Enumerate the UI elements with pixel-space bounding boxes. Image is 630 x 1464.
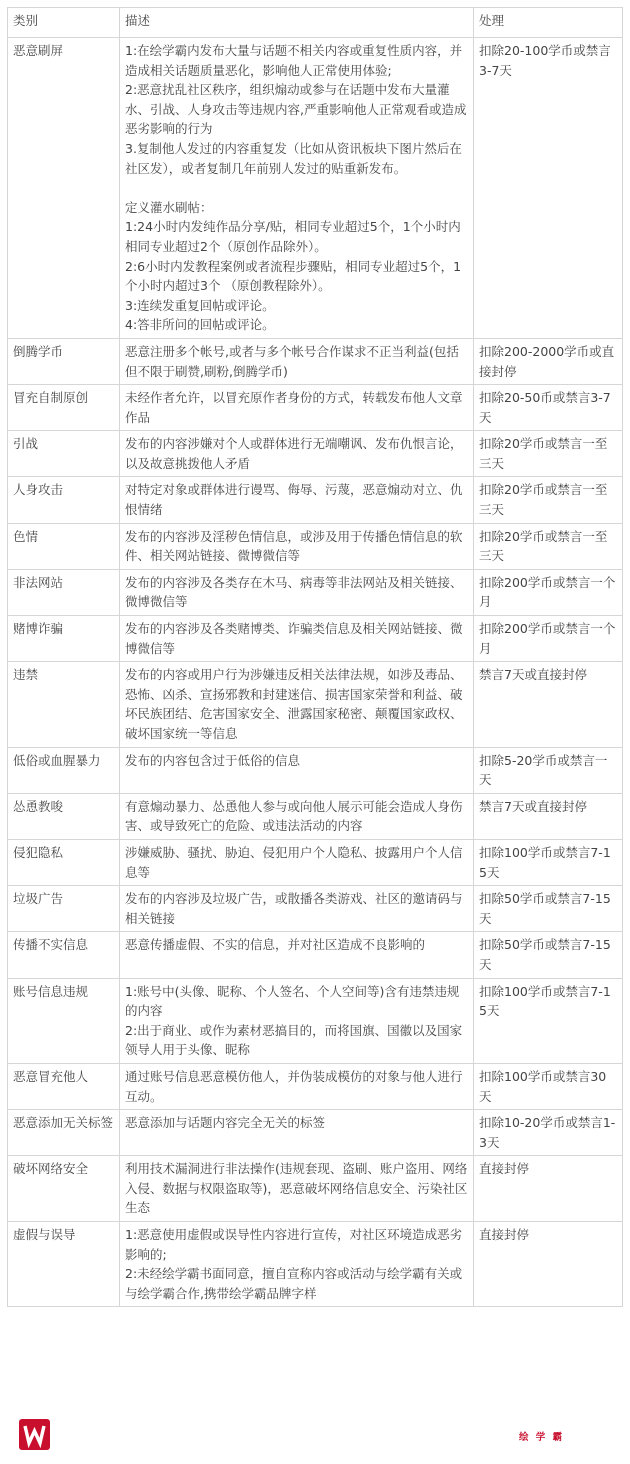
row-description: 发布的内容包含过于低俗的信息: [120, 747, 474, 793]
table-row: [8, 616, 623, 662]
row-category: 虚假与误导: [8, 1222, 120, 1307]
header-description: 描述: [120, 8, 474, 38]
row-description: 恶意传播虚假、不实的信息，并对社区造成不良影响的: [120, 932, 474, 978]
row-action: 直接封停: [474, 1222, 623, 1307]
table-row: [8, 385, 623, 431]
row-action: 扣除10-20学币或禁言1-3天: [474, 1110, 623, 1156]
row-description: 未经作者允许，以冒充原作者身份的方式，转载发布他人文章作品: [120, 385, 474, 431]
row-action: 禁言7天或直接封停: [474, 793, 623, 839]
row-category: 冒充自制原创: [8, 385, 120, 431]
row-category: 倒腾学币: [8, 338, 120, 384]
row-action: 扣除20-50币或禁言3-7天: [474, 385, 623, 431]
row-description: 涉嫌威胁、骚扰、胁迫、侵犯用户个人隐私、披露用户个人信息等: [120, 839, 474, 885]
row-category: 怂恿教唆: [8, 793, 120, 839]
row-description: 发布的内容涉嫌对个人或群体进行无端嘲讽、发布仇恨言论，以及故意挑拨他人矛盾: [120, 431, 474, 477]
table-row: [8, 569, 623, 615]
row-category: 传播不实信息: [8, 932, 120, 978]
row-action: 扣除200学币或禁言一个月: [474, 616, 623, 662]
row-action: 扣除20学币或禁言一至三天: [474, 523, 623, 569]
row-category: 赌博诈骗: [8, 616, 120, 662]
table-row: [8, 523, 623, 569]
row-action: 扣除100学币或禁言7-15天: [474, 978, 623, 1063]
row-category: 引战: [8, 431, 120, 477]
row-action: 扣除20学币或禁言一至三天: [474, 431, 623, 477]
row-description: 发布的内容涉及垃圾广告，或散播各类游戏、社区的邀请码与相关链接: [120, 886, 474, 932]
brand-logo: [19, 1419, 50, 1450]
rules-table: [7, 7, 623, 1307]
row-category: 破坏网络安全: [8, 1156, 120, 1222]
row-action: 扣除200-2000学币或直接封停: [474, 338, 623, 384]
row-category: 人身攻击: [8, 477, 120, 523]
header-category: 类别: [8, 8, 120, 38]
table-row: [8, 839, 623, 885]
table-row: [8, 38, 623, 339]
brand-name: 绘 学 霸: [519, 1432, 565, 1443]
row-description: 对特定对象或群体进行谩骂、侮辱、污蔑，恶意煽动对立、仇恨情绪: [120, 477, 474, 523]
table-row: [8, 338, 623, 384]
row-action: 扣除20学币或禁言一至三天: [474, 477, 623, 523]
table-row: [8, 1156, 623, 1222]
table-row: [8, 1063, 623, 1109]
row-description: 发布的内容涉及淫秽色情信息，或涉及用于传播色情信息的软件、相关网站链接、微博微信等: [120, 523, 474, 569]
table-row: [8, 747, 623, 793]
row-action: 扣除100学币或禁言7-15天: [474, 839, 623, 885]
row-description: 发布的内容或用户行为涉嫌违反相关法律法规，如涉及毒品、恐怖、凶杀、宣扬邪教和封建迷信、损害国家荣誉和利益、破坏民族团结、危害国家安全、泄露国家秘密、颠覆国家政权、破坏国家统一等信息: [120, 662, 474, 747]
header-action: 处理: [474, 8, 623, 38]
row-action: 扣除20-100学币或禁言3-7天: [474, 38, 623, 339]
row-category: 恶意刷屏: [8, 38, 120, 339]
row-category: 违禁: [8, 662, 120, 747]
table-row: [8, 793, 623, 839]
row-category: 非法网站: [8, 569, 120, 615]
table-row: [8, 1110, 623, 1156]
row-action: 扣除50学币或禁言7-15天: [474, 932, 623, 978]
row-description: 恶意注册多个帐号,或者与多个帐号合作谋求不正当利益(包括但不限于刷赞,刷粉,倒腾学币): [120, 338, 474, 384]
row-description: 发布的内容涉及各类存在木马、病毒等非法网站及相关链接、微博微信等: [120, 569, 474, 615]
row-category: 低俗或血腥暴力: [8, 747, 120, 793]
table-row: [8, 1222, 623, 1307]
row-description: 通过账号信息恶意模仿他人，并伪装成模仿的对象与他人进行互动。: [120, 1063, 474, 1109]
row-category: 垃圾广告: [8, 886, 120, 932]
row-category: 恶意冒充他人: [8, 1063, 120, 1109]
row-action: 扣除200学币或禁言一个月: [474, 569, 623, 615]
table-row: [8, 431, 623, 477]
table-row: [8, 978, 623, 1063]
row-action: 扣除100学币或禁言30天: [474, 1063, 623, 1109]
table-row: [8, 932, 623, 978]
row-action: 扣除50学币或禁言7-15天: [474, 886, 623, 932]
row-action: 扣除5-20学币或禁言一天: [474, 747, 623, 793]
row-description: 有意煽动暴力、怂恿他人参与或向他人展示可能会造成人身伤害、或导致死亡的危险、或违法活动的内容: [120, 793, 474, 839]
row-category: 侵犯隐私: [8, 839, 120, 885]
row-description: 发布的内容涉及各类赌博类、诈骗类信息及相关网站链接、微博微信等: [120, 616, 474, 662]
row-category: 账号信息违规: [8, 978, 120, 1063]
row-category: 色情: [8, 523, 120, 569]
row-category: 恶意添加无关标签: [8, 1110, 120, 1156]
row-description: 1:恶意使用虚假或误导性内容进行宣传，对社区环境造成恶劣影响的; 2:未经绘学霸书面同意，擅自宣称内容或活动与绘学霸有关或与绘学霸合作,携带绘学霸品牌字样: [120, 1222, 474, 1307]
row-description: 1:在绘学霸内发布大量与话题不相关内容或重复性质内容，并造成相关话题质量恶化，影响他人正常使用体验; 2:恶意扰乱社区秩序，组织煽动或参与在话题中发布大量灌水、引战、人身攻击等违规内容,严重影响他人正常观看或造成恶劣影响的行为 3.复制他人发过的内容重复发（比如从资讯板块下图片然后在社区发），或者复制几年前别人发过的贴重新发布。 定义灌水刷帖： 1:24小时内发纯作品分享/贴，相同专业超过5个，1个小时内相同专业超过2个（原创作品除外）。 2:6小时内发教程案例或者流程步骤贴，相同专业超过5个，1个小时内超过3个 （原创教程除外）。 3:连续发重复回帖或评论。 4:答非所问的回帖或评论。: [120, 38, 474, 339]
table-row: [8, 662, 623, 747]
row-description: 恶意添加与话题内容完全无关的标签: [120, 1110, 474, 1156]
table-row: [8, 886, 623, 932]
row-description: 利用技术漏洞进行非法操作(违规套现、盗刷、账户盗用、网络入侵、数据与权限盗取等)，恶意破坏网络信息安全、污染社区生态: [120, 1156, 474, 1222]
table-header-row: [8, 8, 623, 38]
row-description: 1:账号中(头像、昵称、个人签名、个人空间等)含有违禁违规的内容 2:出于商业、或作为素材恶搞目的，而将国旗、国徽以及国家领导人用于头像、昵称: [120, 978, 474, 1063]
table-row: [8, 477, 623, 523]
row-action: 直接封停: [474, 1156, 623, 1222]
row-action: 禁言7天或直接封停: [474, 662, 623, 747]
